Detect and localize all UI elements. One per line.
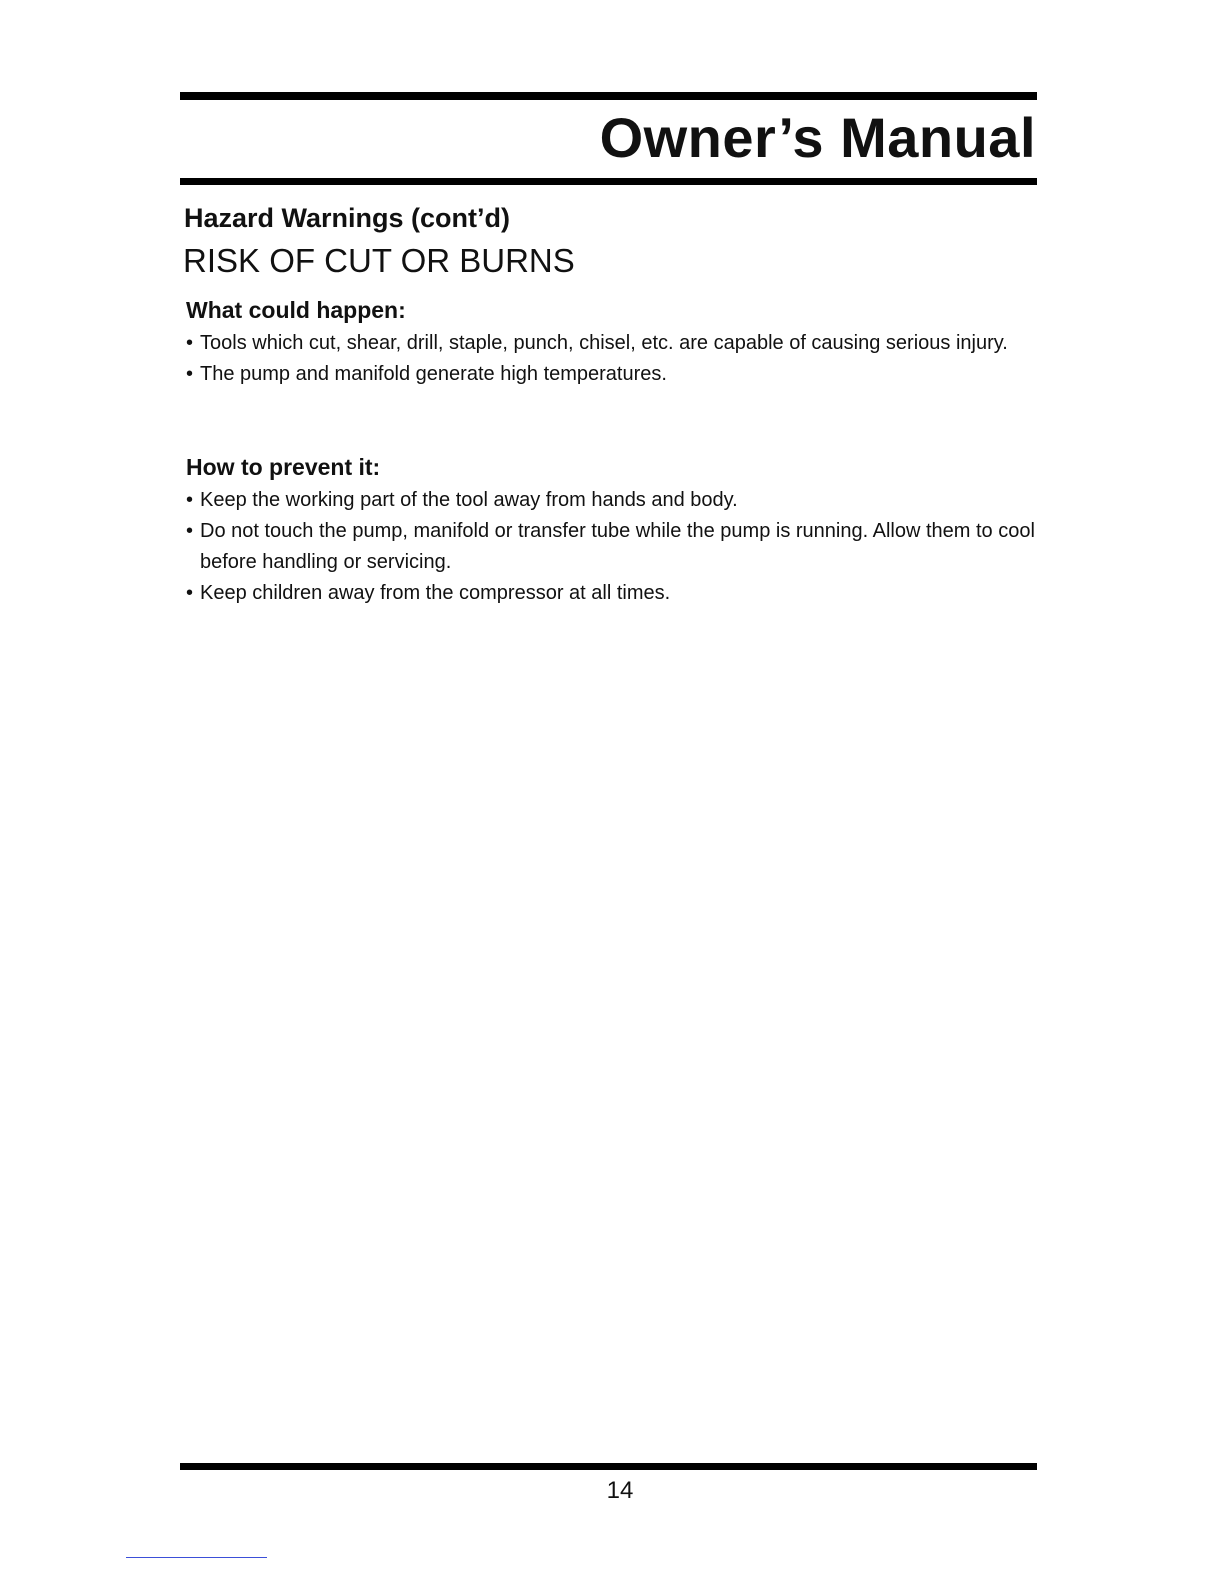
bullet-icon: • bbox=[186, 363, 194, 385]
bullet-icon: • bbox=[186, 332, 194, 354]
list-item-text: Tools which cut, shear, drill, staple, punch, chisel, etc. are capable of causing serious injury. bbox=[200, 332, 1008, 354]
page-number: 14 bbox=[606, 1477, 634, 1504]
list-item-text: Do not touch the pump, manifold or transfer tube while the pump is running. Allow them to cool before handling or servicing. bbox=[200, 520, 1035, 573]
header-top-rule bbox=[180, 92, 1037, 100]
bullet-icon: • bbox=[186, 582, 194, 604]
list-item bbox=[186, 485, 1056, 516]
what-could-happen-list bbox=[186, 328, 1056, 390]
how-to-prevent-heading: How to prevent it: bbox=[186, 454, 381, 480]
list-item-text: Keep children away from the compressor at all times. bbox=[200, 582, 671, 604]
hazard-title: RISK OF CUT OR BURNS bbox=[183, 242, 575, 279]
footer-rule bbox=[180, 1463, 1037, 1470]
list-item bbox=[186, 359, 1056, 390]
how-to-prevent-list bbox=[186, 485, 1056, 609]
bullet-icon: • bbox=[186, 520, 194, 542]
list-item bbox=[186, 328, 1056, 359]
bullet-icon: • bbox=[186, 489, 194, 511]
document-title: Owner’s Manual bbox=[599, 106, 1036, 169]
what-could-happen-heading: What could happen: bbox=[186, 297, 406, 323]
list-item-text: Keep the working part of the tool away from hands and body. bbox=[200, 489, 738, 511]
list-item bbox=[186, 516, 1056, 578]
list-item-text: The pump and manifold generate high temperatures. bbox=[200, 363, 667, 385]
header-bottom-rule bbox=[180, 178, 1037, 185]
page-corner-line bbox=[126, 1557, 267, 1558]
list-item bbox=[186, 578, 1056, 609]
section-title: Hazard Warnings (cont’d) bbox=[184, 203, 511, 233]
